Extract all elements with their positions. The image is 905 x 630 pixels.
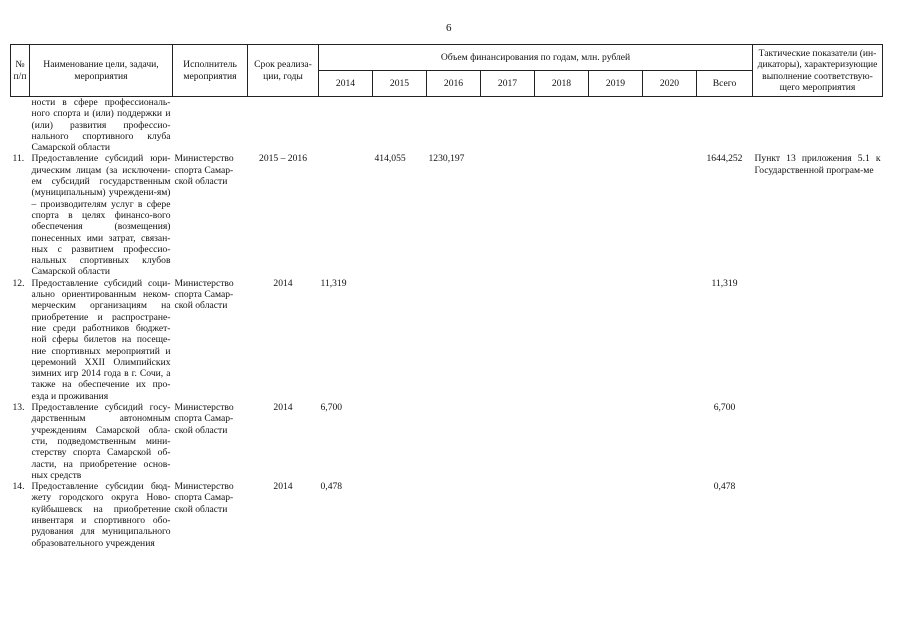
total-header: Всего [697, 71, 753, 97]
value-2014: 11,319 [320, 277, 347, 289]
value-total: 0,478 [713, 481, 736, 493]
year-header: 2018 [535, 71, 589, 97]
executor: Министерство спорта Самар-ской области [174, 402, 234, 436]
value-2016 [427, 402, 481, 481]
measure-name: Предоставление субсидии бюд-жету городского округа Ново-куйбышевск на приобретение инвентаря и спортивного обо-рудования для муниципального образовательного учреждения [31, 481, 171, 549]
funding-table [10, 44, 883, 549]
year-header: 2016 [427, 71, 481, 97]
value-total: 6,700 [713, 402, 736, 414]
value-2015 [373, 481, 427, 549]
value-2014: 0,478 [320, 481, 343, 493]
period: 2014 [273, 277, 293, 289]
value-2015: 414,055 [374, 153, 406, 165]
continuation-row [11, 97, 883, 154]
year-header: 2015 [373, 71, 427, 97]
value-total: 11,319 [711, 277, 738, 289]
value-2015 [373, 278, 427, 402]
value-2016 [427, 278, 481, 402]
header-funding: Объем финансирования по годам, млн. рублей [319, 45, 753, 71]
table-row [11, 153, 883, 277]
row-number: 14. [12, 481, 25, 493]
header-no: № п/п [11, 45, 30, 97]
value-2014: 6,700 [320, 402, 343, 414]
year-header: 2019 [589, 71, 643, 97]
measure-name: Предоставление субсидий юри-дическим лицам (за исключени-ем субсидий государственным (муниципальным) учреждени-ям) – производителям услуг в сфере спорта в целях финансо-вого обеспечения (возмещения) понесенных ими затрат, связан-ных с развитием профессио-нальных спортивных клубов Самарской области [31, 153, 171, 278]
year-header: 2017 [481, 71, 535, 97]
measure-name: Предоставление субсидий соци-ально ориентированным неком-мерческим организациям на приобретение и распростране-ние среди работников бюджет-ной сферы билетов на посеще-ние спортивных мероприятий и церемоний XXII Олимпийских зимних игр 2014 года в г. Сочи, а также на обеспечение их про-езда и проживания [31, 277, 171, 402]
row-number: 11. [12, 153, 25, 165]
executor: Министерство спорта Самар-ской области [174, 153, 234, 188]
period: 2014 [273, 402, 293, 414]
year-header: 2014 [319, 71, 373, 97]
period: 2015 – 2016 [259, 153, 307, 165]
executor: Министерство спорта Самар-ской области [174, 481, 234, 515]
value-2015 [373, 402, 427, 481]
page-number: 6 [446, 22, 452, 34]
header-executor: Исполнитель мероприятия [173, 45, 248, 97]
header-period: Срок реализа-ции, годы [248, 45, 319, 97]
header-indicators: Тактические показатели (ин-дикаторы), характеризующие выполнение соответствую-щего мероприятия [753, 45, 883, 97]
table-row [11, 481, 883, 549]
header-name: Наименование цели, задачи, мероприятия [30, 45, 173, 97]
value-2014 [319, 153, 373, 277]
row-number: 13. [12, 402, 25, 414]
table-row [11, 278, 883, 402]
table-row [11, 402, 883, 481]
value-2016: 1230,197 [428, 153, 465, 165]
indicator: Пункт 13 приложения 5.1 к Государственной програм-ме [754, 153, 881, 176]
value-2016 [427, 481, 481, 549]
indicator [753, 481, 883, 549]
executor: Министерство спорта Самар-ской области [174, 277, 234, 312]
measure-name: Предоставление субсидий госу-дарственным автономным учреждениям Самарской обла-сти, подведомственным мини-стерству спорта Самарской об-ласти, на приобретение основ-ных средств [31, 402, 171, 481]
indicator [753, 402, 883, 481]
value-total: 1644,252 [706, 153, 743, 165]
indicator [753, 278, 883, 402]
period: 2014 [273, 481, 293, 493]
year-header: 2020 [643, 71, 697, 97]
row-number: 12. [12, 277, 25, 289]
continuation-text: ности в сфере профессиональ-ного спорта и (или) поддержки и (или) развития профессио-нального спортивного клуба Самарской области [31, 97, 171, 154]
